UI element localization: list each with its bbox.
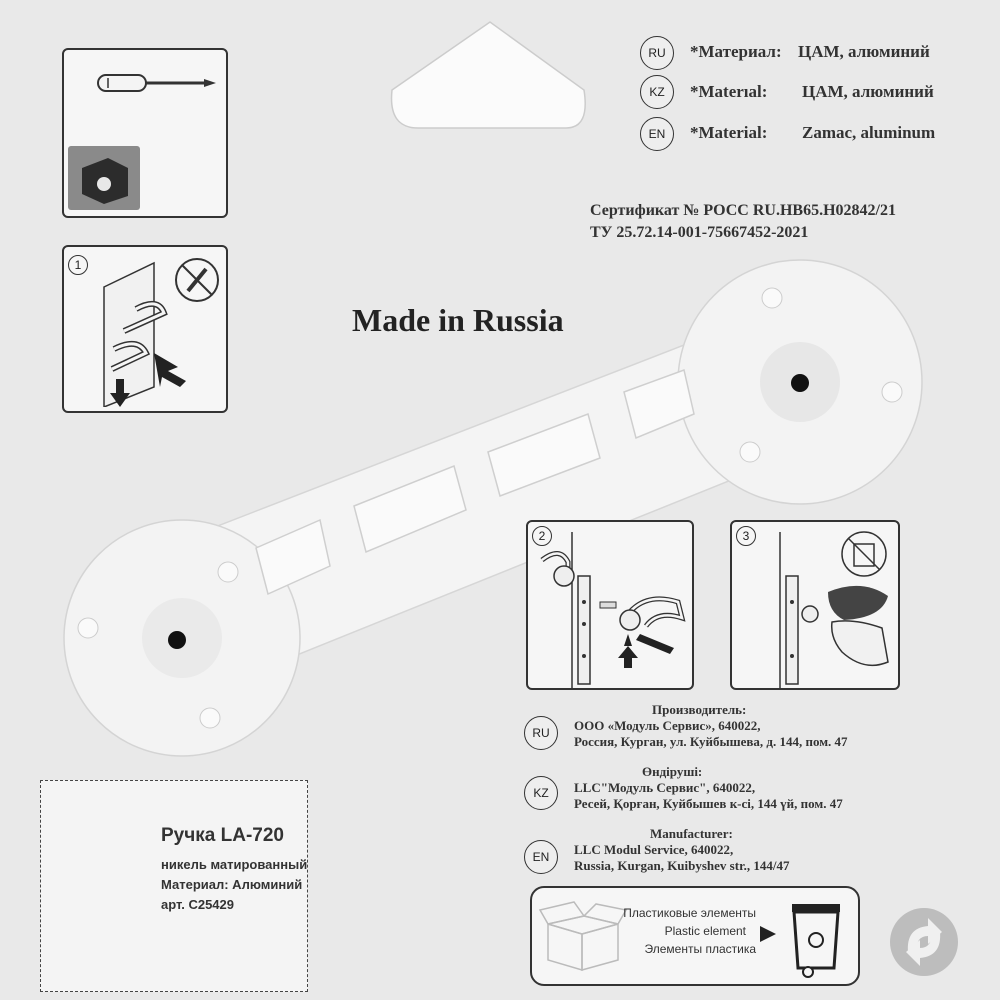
box-icon xyxy=(538,898,628,978)
lang-badge-kz: KZ xyxy=(640,75,674,109)
manufacturer-ru-line: ООО «Модуль Сервис», 640022, xyxy=(574,718,761,733)
manufacturer-kz-title: Өндіруші: xyxy=(642,764,703,779)
step-1-panel xyxy=(62,245,228,413)
product-label xyxy=(40,780,308,992)
material-ru-value: ЦАМ, алюминий xyxy=(798,42,930,61)
bracket-photo xyxy=(68,146,140,210)
step-3-panel xyxy=(730,520,900,690)
lang-badge-ru: RU xyxy=(524,716,558,750)
material-kz-label: *Materıal: xyxy=(690,82,768,101)
manufacturer-ru-line: Россия, Курган, ул. Куйбышева, д. 144, пом. 47 xyxy=(574,734,848,749)
cleaning-illustration xyxy=(732,522,898,688)
handle-install-illustration xyxy=(528,522,692,688)
arrow-right-icon xyxy=(758,924,778,944)
manufacturer-en-line: Russia, Kurgan, Kuibyshev str., 144/47 xyxy=(574,858,790,873)
manufacturer-kz-line: Ресей, Қорған, Куйбышев к-сі, 144 үй, пом. 47 xyxy=(574,796,843,811)
certificate-line-1: Сертификат № РОСС RU.HB65.H02842/21 xyxy=(590,202,896,219)
green-dot-icon xyxy=(888,906,960,978)
lang-badge-ru: RU xyxy=(640,36,674,70)
material-en-value: Zamac, aluminum xyxy=(802,123,936,142)
material-ru-label: *Материал: xyxy=(690,42,782,61)
handle-removal-illustration xyxy=(94,257,214,407)
origin-text: Made in Russia xyxy=(352,302,564,338)
lang-badge-en: EN xyxy=(640,117,674,151)
manufacturer-kz-line: LLC"Модуль Сервис", 640022, xyxy=(574,780,756,795)
product-material: Материал: Алюминий xyxy=(161,877,303,892)
manufacturer-en-title: Manufacturer: xyxy=(650,826,733,841)
recycling-panel xyxy=(530,886,860,986)
material-en-label: *Material: xyxy=(690,123,768,142)
tool-panel xyxy=(62,48,228,218)
recycle-bin-icon xyxy=(786,894,846,978)
material-kz-value: ЦАМ, алюминий xyxy=(802,82,934,101)
lang-badge-en: EN xyxy=(524,840,558,874)
manufacturer-en-line: LLC Modul Service, 640022, xyxy=(574,842,734,857)
recycling-line: Plastic element xyxy=(664,924,746,938)
certificate-line-2: ТУ 25.72.14-001-75667452-2021 xyxy=(590,224,809,241)
recycling-line: Пластиковые элементы xyxy=(623,906,756,920)
product-finish: никель матированный xyxy=(161,857,308,872)
manufacturer-ru-title: Производитель: xyxy=(652,702,747,717)
step-number: 1 xyxy=(68,255,88,275)
step-number: 3 xyxy=(736,526,756,546)
screwdriver-icon xyxy=(92,64,232,104)
step-2-panel xyxy=(526,520,694,690)
step-number: 2 xyxy=(532,526,552,546)
product-article: арт. C25429 xyxy=(161,897,234,912)
lang-badge-kz: KZ xyxy=(524,776,558,810)
product-name: Ручка LA-720 xyxy=(161,825,284,846)
recycling-line: Элементы пластика xyxy=(644,942,756,956)
